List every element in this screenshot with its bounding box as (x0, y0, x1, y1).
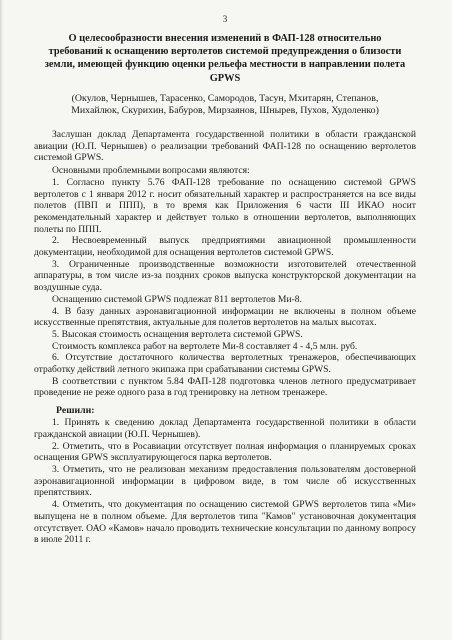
authors-list (34, 93, 416, 118)
scan-edge (0, 0, 3, 640)
paragraph: Заслушан доклад Департамента государственной политики в области гражданской авиации (Ю.П. Чернышев) о реализации требований ФАП-128 по оснащению вертолетов системой GPWS. (34, 129, 416, 164)
paragraph: Стоимость комплекса работ на вертолете Ми-8 составляет 4 - 4,5 млн. руб. (52, 340, 358, 352)
paragraph: Основными проблемными вопросами являются: (52, 165, 250, 177)
paragraph: 5. Высокая стоимость оснащения вертолета системой GPWS. (52, 328, 303, 340)
paragraph: 2. Несвоевременный выпуск предприятиями авиационной промышленности документации, необходимой для оснащения вертолетов системой GPWS. (34, 235, 416, 259)
decision-item: 2. Отметить, что в Росавиации отсутствует полная информация о планируемых сроках оснащения GPWS эксплуатирующегося парка вертолетов. (34, 440, 416, 464)
body-text (34, 129, 416, 399)
document-title (34, 32, 416, 85)
paragraph: Оснащению системой GPWS подлежат 811 вертолетов Ми-8. (52, 293, 302, 305)
authors-line: (Окулов, Чернышев, Тарасенко, Самородов, Тасун, Мхитарян, Степанов, (71, 92, 379, 104)
paragraph: 3. Ограниченные производственные возможности изготовителей отечественной аппаратуры, в том числе из-за поздних сроков выпуска конструкторской документации на воздушные суда. (34, 258, 416, 294)
title-line: О целесообразности внесения изменений в ФАП-128 относительно (68, 33, 382, 44)
title-line: GPWS (209, 72, 241, 84)
title-line: земли, имеющей функцию оценки рельефа местности в направлении полета (44, 59, 406, 71)
decision-item: 1. Принять к сведению доклад Департамента государственной политики в области гражданской авиации (Ю.П. Чернышев). (34, 417, 416, 440)
paragraph: В соответствии с пунктом 5.84 ФАП-128 подготовка членов летного предусматривает проведение не реже одного раза в год тренировку на летном тренажере. (34, 375, 416, 399)
paragraph: 1. Согласно пункту 5.76 ФАП-128 требование по оснащению системой GPWS вертолетов с 1 января 2012 г. носит обязательный характер и распространяется на все виды полетов (ПВП и ППП), в то время как Приложения 6 части III ИКАО носит рекомендательный характер и действует только в отношении вертолетов, выполняющих полеты по ППП. (34, 176, 416, 235)
decision-item: 4. Отметить, что документация по оснащению системой GPWS вертолетов типа «Ми» выпущена не в полном объеме. Для вертолетов типа "Камов" установочная документация отсутствует. ОАО «Камов» начало проводить технические консультации по данному вопросу в июле 2011 г. (34, 499, 416, 546)
paragraph: 6. Отсутствие достаточного количества вертолетных тренажеров, обеспечивающих отработку действий летного экипажа при срабатывании системы GPWS. (34, 352, 416, 376)
title-line: требований к оснащению вертолетов системой предупреждения о близости (48, 46, 402, 58)
authors-line: Михайлюк, Скурихин, Бабуров, Мирзаянов, Шнырев, Пухов, Худоленко) (71, 105, 379, 117)
paragraph: 4. В базу данных аэронавигационной информации не включены в полном объеме искусственные препятствия, актуальные для полетов вертолетов на малых высотах. (34, 305, 416, 329)
page-number: 3 (222, 14, 228, 24)
decisions-list (34, 417, 416, 546)
decisions-heading: Решили: (56, 405, 95, 417)
decision-item: 3. Отметить, что не реализован механизм предоставления пользователям достоверной аэронавигационной информации в цифровом виде, в том числе об искусственных препятствиях. (34, 463, 416, 499)
